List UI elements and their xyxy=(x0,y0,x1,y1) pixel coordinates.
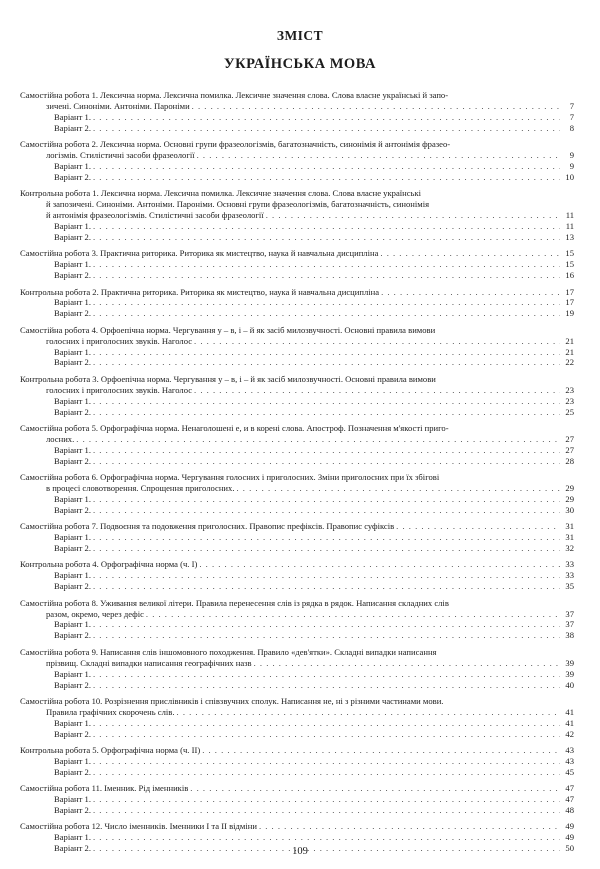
toc-page-number: 47 xyxy=(565,794,574,805)
toc-page-number: 45 xyxy=(565,766,574,777)
toc-line-text: Самостійна робота 4. Орфоепічна норма. Чергування у – в, і – й як засіб милозвучності. Основні правила вимови xyxy=(20,324,436,335)
toc-variant-line xyxy=(20,112,574,123)
dot-leader xyxy=(93,619,560,630)
toc-page-number: 31 xyxy=(565,532,574,543)
toc-heading-line xyxy=(20,139,574,150)
dot-leader xyxy=(93,270,560,281)
dot-leader xyxy=(93,581,560,592)
toc-line-text: Варіант 2. xyxy=(54,543,91,554)
toc-page-number: 33 xyxy=(565,570,574,581)
dot-leader xyxy=(254,658,560,669)
toc-page-number: 15 xyxy=(565,248,574,259)
toc-line-text: Варіант 1. xyxy=(54,668,91,679)
toc-entry xyxy=(20,139,574,183)
toc-page-number: 17 xyxy=(565,286,574,297)
toc-line-text: Варіант 1. xyxy=(54,493,91,504)
toc-page-number: 11 xyxy=(565,210,574,221)
toc-heading-line xyxy=(20,745,574,756)
toc-heading-line xyxy=(20,521,574,532)
toc-line-text: Варіант 1. xyxy=(54,619,91,630)
dot-leader xyxy=(93,570,560,581)
toc-heading-line xyxy=(20,647,574,658)
toc-page-number: 37 xyxy=(565,608,574,619)
dot-leader xyxy=(259,821,560,832)
dot-leader xyxy=(93,630,560,641)
toc-line-text: Самостійна робота 12. Число іменників. Іменники І та ІІ відміни xyxy=(20,821,257,832)
section-title: УКРАЇНСЬКА МОВА xyxy=(224,56,376,72)
dot-leader xyxy=(93,532,560,543)
toc-line-text: Варіант 2. xyxy=(54,504,91,515)
toc-line-text: Варіант 2. xyxy=(54,766,91,777)
dot-leader xyxy=(93,669,560,680)
toc-page-number: 48 xyxy=(565,805,574,816)
toc-line-text: Самостійна робота 2. Лексична норма. Основні групи фразеологізмів, багатозначність, синонімія й антонімія фразео- xyxy=(20,139,451,150)
toc-variant-line xyxy=(20,297,574,308)
dot-leader xyxy=(146,609,560,620)
toc-line-text: Варіант 1. xyxy=(54,755,91,766)
toc-line-text: Самостійна робота 5. Орфографічна норма. Ненаголошені е, и в корені слова. Апостроф. Позначення м'якості приго- xyxy=(20,422,449,433)
toc-line-text: Варіант 1. xyxy=(54,346,91,357)
toc-page-number: 29 xyxy=(565,483,574,493)
page-number: 109 xyxy=(292,846,308,857)
dot-leader xyxy=(93,456,560,467)
dot-leader xyxy=(93,308,560,319)
toc-entry xyxy=(20,423,574,467)
toc-page-number: 17 xyxy=(565,297,574,308)
toc-variant-line xyxy=(20,308,574,319)
toc-continuation-line xyxy=(20,336,574,347)
toc-line-text: Варіант 1. xyxy=(54,532,91,543)
toc-line-text: Варіант 2. xyxy=(54,805,91,816)
toc-line-text: Варіант 1. xyxy=(54,297,91,308)
toc-line-text: Варіант 1. xyxy=(54,717,91,728)
dot-leader xyxy=(192,101,560,112)
toc-heading-line xyxy=(20,374,574,385)
toc-variant-line xyxy=(20,172,574,183)
toc-line-text: Контрольна робота 1. Лексична норма. Лексична помилка. Лексичне значення слова. Слова власне українські xyxy=(20,188,422,199)
toc-continuation-line xyxy=(20,385,574,396)
toc-page-number: 11 xyxy=(565,220,574,231)
toc-heading-line xyxy=(20,783,574,794)
toc-page-number: 28 xyxy=(565,455,574,466)
dot-leader xyxy=(93,172,560,183)
dot-leader xyxy=(190,783,560,794)
toc-line-text: Контрольна робота 2. Практична риторика. Риторика як мистецтво, наука й навчальна дисципліна xyxy=(20,286,380,297)
toc-line-text: Варіант 1. xyxy=(54,395,91,406)
toc-variant-line xyxy=(20,532,574,543)
dot-leader xyxy=(93,832,560,843)
toc-line-text: Варіант 2. xyxy=(54,455,91,466)
toc-entry xyxy=(20,598,574,642)
toc-page-number: 49 xyxy=(565,821,574,832)
toc-heading-line xyxy=(20,287,574,298)
toc-page-number: 31 xyxy=(565,521,574,532)
toc-page-number: 27 xyxy=(565,433,574,444)
dot-leader xyxy=(93,680,560,691)
toc-entry xyxy=(20,745,574,778)
toc-heading-line xyxy=(20,598,574,609)
toc-entry xyxy=(20,90,574,134)
dot-leader xyxy=(396,521,560,532)
toc-page-number: 50 xyxy=(565,843,574,854)
toc-variant-line xyxy=(20,729,574,740)
toc-heading-line xyxy=(20,472,574,483)
toc-line-text: Варіант 1. xyxy=(54,444,91,455)
toc-page-number: 23 xyxy=(565,395,574,406)
toc-continuation-line xyxy=(20,199,574,210)
toc-heading-line xyxy=(20,248,574,259)
toc-line-text: Варіант 2. xyxy=(54,122,91,133)
toc-page-number: 22 xyxy=(565,357,574,368)
toc-page-number: 9 xyxy=(569,150,574,161)
toc-variant-line xyxy=(20,718,574,729)
dot-leader xyxy=(199,559,560,570)
toc-page-number: 19 xyxy=(565,308,574,319)
toc-line-text: Варіант 1. xyxy=(54,160,91,171)
dot-leader xyxy=(76,434,560,445)
toc-heading-line xyxy=(20,325,574,336)
toc-entry xyxy=(20,325,574,369)
toc-variant-line xyxy=(20,221,574,232)
toc-heading-line xyxy=(20,696,574,707)
toc-line-text: Варіант 2. xyxy=(54,308,91,319)
toc-page-number: 35 xyxy=(565,581,574,592)
toc-entry xyxy=(20,696,574,740)
toc-line-text: Контрольна робота 4. Орфографічна норма (ч. І) xyxy=(20,559,198,570)
dot-leader xyxy=(194,385,560,396)
toc-continuation-line xyxy=(20,483,574,494)
toc-variant-line xyxy=(20,347,574,358)
toc-entry xyxy=(20,287,574,320)
dot-leader xyxy=(194,336,560,347)
toc-variant-line xyxy=(20,407,574,418)
toc-page-number: 23 xyxy=(565,384,574,395)
dot-leader xyxy=(177,707,560,718)
dot-leader xyxy=(93,161,560,172)
toc-variant-line xyxy=(20,123,574,134)
toc-line-text: голосних і приголосних звуків. Наголос xyxy=(46,384,193,395)
dot-leader xyxy=(93,794,560,805)
dot-leader xyxy=(93,396,560,407)
toc-continuation-line xyxy=(20,150,574,161)
toc-line-text: в процесі словотворення. Спрощення приголосних. xyxy=(46,483,235,493)
toc-variant-line xyxy=(20,259,574,270)
toc-line-text: Самостійна робота 9. Написання слів іншомовного походження. Правило «дев'ятки». Складні випадки написання xyxy=(20,646,437,657)
dot-leader xyxy=(93,756,560,767)
toc-line-text: Самостійна робота 11. Іменник. Рід іменників xyxy=(20,783,189,794)
toc-page-number: 27 xyxy=(565,444,574,455)
toc-page-number: 32 xyxy=(565,543,574,554)
toc-heading-line xyxy=(20,821,574,832)
toc-line-text: Контрольна робота 5. Орфографічна норма (ч. ІІ) xyxy=(20,745,201,756)
toc-variant-line xyxy=(20,619,574,630)
toc-line-text: й запозичені. Синоніми. Антоніми. Пароніми. Основні групи фразеологізмів, багатозначність, синонімія xyxy=(46,199,430,210)
dot-leader xyxy=(93,357,560,368)
toc-line-text: прізвищ. Складні випадки написання географічних назв xyxy=(46,657,252,668)
toc-page-number: 9 xyxy=(569,160,574,171)
toc-variant-line xyxy=(20,794,574,805)
dot-leader xyxy=(93,494,560,505)
toc-entry xyxy=(20,472,574,516)
toc-page-number: 38 xyxy=(565,630,574,641)
dot-leader xyxy=(93,347,560,358)
toc-line-text: Варіант 1. xyxy=(54,794,91,805)
toc-variant-line xyxy=(20,232,574,243)
dot-leader xyxy=(93,259,560,270)
toc-heading-line xyxy=(20,188,574,199)
dot-leader xyxy=(93,232,560,243)
toc-heading-line xyxy=(20,423,574,434)
toc-entry xyxy=(20,188,574,243)
dot-leader xyxy=(93,767,560,778)
dot-leader xyxy=(93,718,560,729)
toc-continuation-line xyxy=(20,210,574,221)
dot-leader xyxy=(93,123,560,134)
toc-page-number: 30 xyxy=(565,504,574,515)
toc-line-text: Самостійна робота 10. Розрізнення прислівників і співзвучних сполук. Написання не, ні з різними частинами мови. xyxy=(20,695,444,706)
toc-line-text: Самостійна робота 1. Лексична норма. Лексична помилка. Лексичне значення слова. Слова власне українські й запо- xyxy=(20,90,449,100)
toc-variant-line xyxy=(20,570,574,581)
toc-entry xyxy=(20,783,574,816)
dot-leader xyxy=(93,505,560,516)
toc-page-number: 40 xyxy=(565,679,574,690)
toc-page-number: 39 xyxy=(565,657,574,668)
toc-continuation-line xyxy=(20,101,574,112)
toc-continuation-line xyxy=(20,434,574,445)
toc-line-text: Варіант 2. xyxy=(54,581,91,592)
toc-page-number: 42 xyxy=(565,728,574,739)
toc-line-text: Варіант 1. xyxy=(54,832,91,843)
toc-variant-line xyxy=(20,445,574,456)
toc-page-number: 16 xyxy=(565,270,574,281)
toc-page-number: 43 xyxy=(565,755,574,766)
toc-entry xyxy=(20,559,574,592)
toc-line-text: Варіант 1. xyxy=(54,570,91,581)
toc-page-number: 25 xyxy=(565,406,574,417)
toc-page-number: 37 xyxy=(565,619,574,630)
toc-variant-line xyxy=(20,805,574,816)
toc-page-number: 43 xyxy=(565,745,574,756)
toc-line-text: зичені. Синоніми. Антоніми. Пароніми xyxy=(46,100,190,111)
toc-line-text: Варіант 2. xyxy=(54,728,91,739)
toc-variant-line xyxy=(20,505,574,516)
toc-line-text: Правила графічних скорочень слів. xyxy=(46,706,175,717)
toc-line-text: й антонімія фразеологізмів. Стилістичні засоби фразеології xyxy=(46,210,264,221)
toc-continuation-line xyxy=(20,658,574,669)
toc-line-text: Варіант 2. xyxy=(54,406,91,417)
toc-variant-line xyxy=(20,767,574,778)
toc-page-number: 15 xyxy=(565,259,574,270)
toc-variant-line xyxy=(20,756,574,767)
toc-variant-line xyxy=(20,832,574,843)
toc-page-number: 39 xyxy=(565,668,574,679)
toc-line-text: голосних і приголосних звуків. Наголос xyxy=(46,335,193,346)
toc-variant-line xyxy=(20,669,574,680)
toc-line-text: Самостійна робота 8. Уживання великої літери. Правила перенесення слів із рядка в рядок. Написання складних слів xyxy=(20,597,449,608)
dot-leader xyxy=(93,297,560,308)
toc-variant-line xyxy=(20,680,574,691)
toc-page-number: 21 xyxy=(565,346,574,357)
dot-leader xyxy=(197,150,560,161)
toc-variant-line xyxy=(20,543,574,554)
toc-page-number: 7 xyxy=(569,111,574,122)
toc-line-text: лосних. xyxy=(46,433,75,444)
toc-heading-line xyxy=(20,90,574,101)
toc-variant-line xyxy=(20,456,574,467)
dot-leader xyxy=(93,112,560,123)
dot-leader xyxy=(266,210,560,221)
toc-entry xyxy=(20,248,574,281)
toc-line-text: Варіант 1. xyxy=(54,259,91,270)
toc-variant-line xyxy=(20,396,574,407)
toc-page-number: 47 xyxy=(565,783,574,794)
toc-entry xyxy=(20,374,574,418)
dot-leader xyxy=(93,543,560,554)
toc-continuation-line xyxy=(20,609,574,620)
toc-continuation-line xyxy=(20,707,574,718)
toc-line-text: Варіант 2. xyxy=(54,630,91,641)
toc-page-number: 29 xyxy=(565,493,574,504)
toc-line-text: Контрольна робота 3. Орфоепічна норма. Чергування у – в, і – й як засіб милозвучності. Основні правила вимови xyxy=(20,373,436,384)
toc-page-number: 21 xyxy=(565,335,574,346)
dot-leader xyxy=(202,745,560,756)
toc-variant-line xyxy=(20,161,574,172)
toc-entry xyxy=(20,647,574,691)
dot-leader xyxy=(380,248,560,259)
toc-line-text: логізмів. Стилістичні засоби фразеології xyxy=(46,150,195,161)
toc-line-text: Варіант 2. xyxy=(54,679,91,690)
dot-leader xyxy=(381,287,560,298)
toc-line-text: Варіант 2. xyxy=(54,231,91,242)
page-title: ЗМІСТ xyxy=(276,28,324,43)
toc-variant-line xyxy=(20,581,574,592)
toc-page-number: 7 xyxy=(569,100,574,111)
dot-leader xyxy=(93,221,560,232)
toc-variant-line xyxy=(20,630,574,641)
toc-variant-line xyxy=(20,494,574,505)
dot-leader xyxy=(93,407,560,418)
toc-line-text: Самостійна робота 6. Орфографічна норма. Чергування голосних і приголосних. Зміни приголосних при їх збігові xyxy=(20,472,440,483)
toc-variant-line xyxy=(20,357,574,368)
toc-page-number: 10 xyxy=(565,171,574,182)
toc-heading-line xyxy=(20,559,574,570)
toc-entry xyxy=(20,521,574,554)
toc-line-text: Варіант 1. xyxy=(54,220,91,231)
toc-line-text: Варіант 2. xyxy=(54,357,91,368)
toc-page-number: 41 xyxy=(565,717,574,728)
dot-leader xyxy=(93,805,560,816)
toc-line-text: Варіант 2. xyxy=(54,171,91,182)
toc-line-text: Самостійна робота 3. Практична риторика. Риторика як мистецтво, наука й навчальна дисципліна xyxy=(20,248,379,259)
toc-page-number: 33 xyxy=(565,559,574,570)
toc-page-number: 13 xyxy=(565,231,574,242)
dot-leader xyxy=(93,445,560,456)
table-of-contents xyxy=(20,90,574,860)
toc-variant-line xyxy=(20,270,574,281)
dot-leader xyxy=(236,483,560,494)
toc-line-text: Варіант 1. xyxy=(54,111,91,122)
toc-line-text: Варіант 2. xyxy=(54,270,91,281)
toc-line-text: Самостійна робота 7. Подвоєння та подовження приголосних. Правопис префіксів. Правопис суфіксів xyxy=(20,521,395,532)
toc-page-number: 41 xyxy=(565,706,574,717)
toc-page-number: 49 xyxy=(565,832,574,843)
toc-page-number: 8 xyxy=(569,122,574,133)
toc-line-text: разом, окремо, через дефіс xyxy=(46,608,144,619)
dot-leader xyxy=(93,729,560,740)
toc-line-text: Варіант 2. xyxy=(54,843,91,854)
